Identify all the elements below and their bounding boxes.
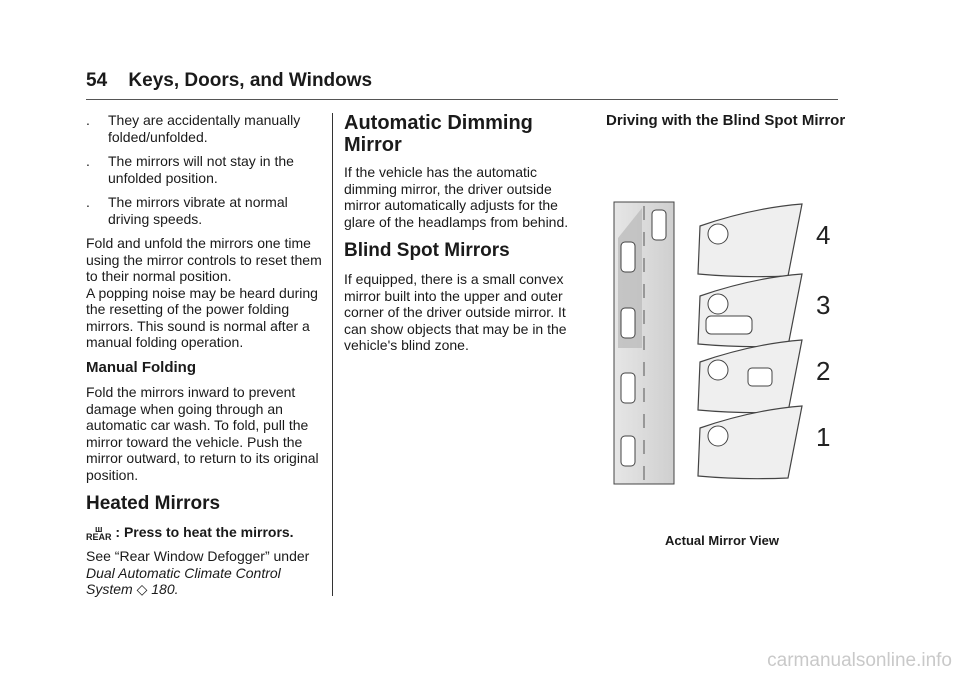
bullet-item [86, 194, 324, 227]
bullet-item [86, 112, 324, 145]
convex-spot-1 [708, 426, 728, 446]
figure-caption: Actual Mirror View [665, 533, 779, 548]
heated-instruction: : Press to heat the mirrors. [115, 524, 294, 540]
mirror-view-illustration [612, 198, 848, 488]
bullet-marker: . [86, 194, 90, 210]
view-number: 2 [816, 356, 831, 386]
car-icon [621, 242, 635, 272]
convex-spot-3 [708, 294, 728, 314]
column-2 [344, 112, 582, 361]
view-number: 4 [816, 220, 831, 250]
page-reference[interactable]: 180. [151, 581, 179, 598]
manual-folding-text: Fold the mirrors inward to prevent damage when going through an automatic car wash. To fold, pull the mirror toward the vehicle. Push the mirror outward, to return to its original position. [86, 384, 319, 483]
column-1 [86, 112, 324, 605]
page-reference-arrow-icon: ◇ [136, 581, 148, 598]
watermark: carmanualsonline.info [767, 650, 952, 671]
bullet-text: The mirrors vibrate at normal driving speeds. [108, 194, 288, 227]
automatic-dimming-heading: Automatic Dimming Mirror [344, 112, 533, 156]
convex-spot-2 [708, 360, 728, 380]
passing-car-large [706, 316, 752, 334]
rear-defog-icon-glyph: ш [95, 524, 103, 535]
convex-spot-4 [708, 224, 728, 244]
climate-control-link[interactable]: Dual Automatic Climate Control System [86, 564, 281, 598]
bullet-marker: . [86, 153, 90, 169]
bullet-item [86, 153, 324, 186]
reset-paragraph: Fold and unfold the mirrors one time using the mirror controls to reset them to their normal position. [86, 235, 322, 284]
popping-noise-paragraph: A popping noise may be heard during the resetting of the power folding mirrors. This sound is normal after a manual folding operation. [86, 284, 318, 350]
view-number: 3 [816, 290, 831, 320]
page-number: 54 [86, 70, 108, 91]
car-icon [652, 210, 666, 240]
car-icon [621, 373, 635, 403]
blind-spot-heading: Blind Spot Mirrors [344, 240, 510, 261]
column-3 [606, 112, 846, 130]
view-number: 1 [816, 422, 831, 452]
driving-blind-spot-heading: Driving with the Blind Spot Mirror [606, 112, 846, 129]
manual-folding-heading: Manual Folding [86, 358, 196, 376]
see-reference [86, 548, 324, 598]
car-icon [621, 436, 635, 466]
automatic-dimming-text: If the vehicle has the automatic dimming mirror, the driver outside mirror automatically adjusts for the glare of the headlamps from behind. [344, 164, 569, 230]
bullet-text: They are accidentally manually folded/unfolded. [108, 112, 301, 145]
passing-car-small [748, 368, 772, 386]
header-rule [86, 99, 838, 100]
bullet-marker: . [86, 112, 90, 128]
heated-mirrors-heading: Heated Mirrors [86, 493, 221, 514]
column-divider [332, 113, 333, 596]
page-header [86, 70, 372, 92]
rear-defog-icon-label: REAR [86, 532, 112, 543]
rear-defog-icon [86, 525, 112, 541]
heated-mirrors-text [86, 524, 324, 541]
chapter-title: Keys, Doors, and Windows [128, 70, 373, 91]
car-icon [621, 308, 635, 338]
mirror-diagram [612, 198, 848, 488]
see-prefix: See “Rear Window Defogger” under [86, 548, 310, 565]
bullet-text: The mirrors will not stay in the unfolded position. [108, 153, 294, 186]
blind-spot-text: If equipped, there is a small convex mirror built into the upper and outer corner of the driver outside mirror. It can show objects that may be in the vehicle's blind zone. [344, 271, 567, 353]
